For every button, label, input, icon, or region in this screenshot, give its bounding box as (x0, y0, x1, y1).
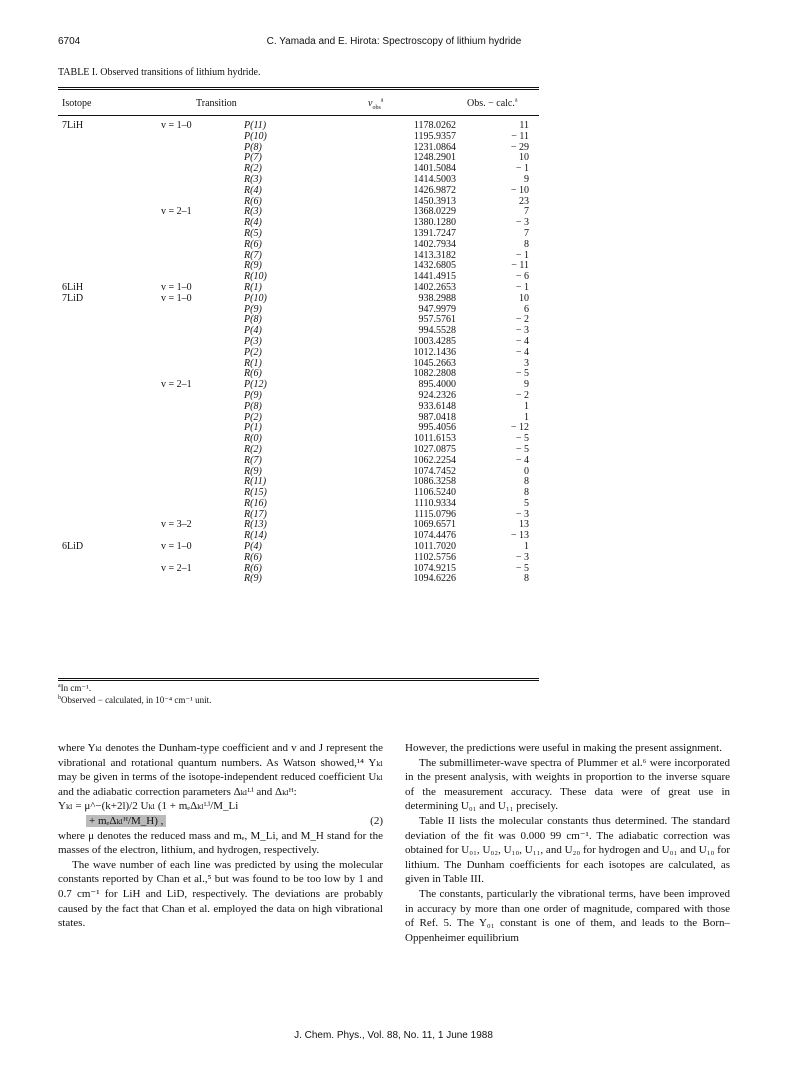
obs-calc-cell: − 3 (515, 325, 529, 337)
table-row (58, 218, 539, 229)
table-top-rule (58, 87, 539, 88)
table-row (58, 283, 539, 294)
transition-band-cell: v = 3–2 (161, 519, 192, 531)
obs-calc-cell: − 11 (511, 130, 529, 142)
obs-calc-cell: − 10 (510, 184, 529, 196)
table-bottom-rule-double (58, 680, 539, 681)
line-cell: P(4) (244, 325, 262, 337)
wavenumber-cell: 1391.7247 (413, 227, 456, 239)
obs-calc-cell: − 1 (515, 281, 529, 293)
line-cell: P(9) (244, 389, 262, 401)
line-cell: R(1) (244, 281, 262, 293)
line-cell: P(12) (244, 379, 267, 391)
line-cell: P(9) (244, 303, 262, 315)
wavenumber-cell: 1082.2808 (413, 368, 456, 380)
wavenumber-cell: 1413.3182 (413, 249, 456, 261)
paragraph: The constants, particularly the vibrational terms, have been improved in accuracy by more than one order of magnitude, compared with those of Ref. 5. The Y₀₁ constant is one of them, and leads to the Born–Oppenheimer equilibrium (405, 887, 730, 944)
line-cell: R(1) (244, 357, 262, 369)
wavenumber-cell: 1102.5756 (413, 551, 456, 563)
paragraph: Table II lists the molecular constants thus determined. The standard deviation of the fit was 0.000 99 cm⁻¹. The adiabatic correction was obtained for U₀₁, U₀₂, U₁₀, U₁₁, and U₂₀ for hydrogen and U₀₁ and U₁₀ for lithium. The Dunham coefficients for each isotopes are calculated, as given in Table III. (405, 814, 730, 886)
table-row (58, 510, 539, 521)
equation-number: (2) (370, 814, 383, 827)
obs-calc-cell: − 12 (510, 422, 529, 434)
line-cell: R(3) (244, 173, 262, 185)
equation-line-2 (58, 814, 383, 829)
obs-calc-cell: 8 (524, 573, 529, 585)
table-row (58, 164, 539, 175)
table-row (58, 143, 539, 154)
line-cell: R(13) (244, 519, 267, 531)
wavenumber-cell: 1450.3913 (413, 195, 456, 207)
transition-band-cell: v = 2–1 (161, 379, 192, 391)
table-row (58, 520, 539, 531)
obs-calc-cell: 23 (519, 195, 529, 207)
wavenumber-cell: 1074.9215 (413, 562, 456, 574)
obs-calc-cell: − 4 (515, 454, 529, 466)
line-cell: R(7) (244, 454, 262, 466)
left-column (58, 741, 383, 931)
table-row (58, 315, 539, 326)
transition-band-cell: v = 2–1 (161, 562, 192, 574)
isotope-cell: 7LiD (62, 292, 84, 304)
table-row (58, 207, 539, 218)
table-row (58, 305, 539, 316)
table-row (58, 380, 539, 391)
line-cell: P(3) (244, 335, 262, 347)
obs-calc-cell: 8 (524, 476, 529, 488)
wavenumber-cell: 1094.6226 (413, 573, 456, 585)
table-row (58, 175, 539, 186)
header-isotope: Isotope (62, 98, 92, 109)
table-body (58, 121, 539, 585)
obs-calc-cell: 0 (524, 465, 529, 477)
obs-calc-cell: 13 (519, 519, 529, 531)
obs-calc-cell: − 6 (515, 271, 529, 283)
wavenumber-cell: 1069.6571 (413, 519, 456, 531)
transition-band-cell: v = 1–0 (161, 281, 192, 293)
line-cell: R(9) (244, 260, 262, 272)
footnote-a: $^a$In cm⁻¹. (58, 683, 92, 693)
obs-calc-cell: 7 (524, 227, 529, 239)
wavenumber-cell: 1074.7452 (413, 465, 456, 477)
paragraph: The submillimeter-wave spectra of Plummer et al.⁶ were incorporated in the present analysis, with weights in proportion to the inverse square of the measurement accuracy. These data were of great use in determining U₀₁ and U₁₁ precisely. (405, 756, 730, 813)
paragraph: where μ denotes the reduced mass and mₑ, M_Li, and M_H stand for the masses of the electron, lithium, and hydrogen, respectively. (58, 829, 383, 857)
isotope-cell: 6LiH (62, 281, 84, 293)
obs-calc-cell: 3 (524, 357, 529, 369)
obs-calc-cell: − 3 (515, 508, 529, 520)
transition-band-cell: v = 1–0 (161, 292, 192, 304)
wavenumber-cell: 924.2326 (418, 389, 456, 401)
table-row (58, 542, 539, 553)
obs-calc-cell: 9 (524, 379, 529, 391)
transition-band-cell: v = 2–1 (161, 206, 192, 218)
transition-band-cell: v = 1–0 (161, 120, 192, 131)
obs-calc-cell: 5 (524, 497, 529, 509)
obs-calc-cell: 1 (524, 541, 529, 553)
line-cell: R(0) (244, 433, 262, 445)
line-cell: R(4) (244, 184, 262, 196)
equation-term: + mₑΔₖₗᴴ/M_H) , (86, 815, 166, 827)
table-row (58, 488, 539, 499)
table-row (58, 132, 539, 143)
table-row (58, 186, 539, 197)
table-row (58, 564, 539, 575)
journal-footer: J. Chem. Phys., Vol. 88, No. 11, 1 June 1988 (294, 1030, 493, 1041)
page-number: 6704 (58, 36, 81, 47)
wavenumber-cell: 1248.2901 (413, 152, 456, 164)
wavenumber-cell: 1195.9357 (413, 130, 456, 142)
wavenumber-cell: 1426.9872 (413, 184, 456, 196)
line-cell: R(6) (244, 195, 262, 207)
table-row (58, 445, 539, 456)
line-cell: P(1) (244, 422, 262, 434)
isotope-cell: 7LiH (62, 120, 84, 131)
running-header (58, 36, 730, 50)
wavenumber-cell: 1011.6153 (413, 433, 456, 445)
wavenumber-cell: 1011.7020 (413, 541, 456, 553)
obs-calc-cell: − 4 (515, 335, 529, 347)
wavenumber-cell: 895.4000 (418, 379, 456, 391)
table-row (58, 531, 539, 542)
obs-calc-cell: 6 (524, 303, 529, 315)
obs-calc-cell: 10 (519, 152, 529, 164)
wavenumber-cell: 1012.1436 (413, 346, 456, 358)
isotope-cell: 6LiD (62, 541, 84, 553)
obs-calc-cell: 1 (524, 411, 529, 423)
line-cell: R(6) (244, 368, 262, 380)
wavenumber-cell: 995.4056 (418, 422, 456, 434)
table-row (58, 499, 539, 510)
wavenumber-cell: 1401.5084 (413, 163, 456, 175)
line-cell: P(4) (244, 541, 262, 553)
paragraph: The wave number of each line was predicted by using the molecular constants reported by Chan et al.,⁵ but was found to be too low by 1 and 0.7 cm⁻¹ for LiH and LiD, respectively. The deviations are probably caused by the fact that Chan et al. employed the data on high vibrational states. (58, 858, 383, 930)
table-header-row (58, 98, 539, 112)
wavenumber-cell: 1414.5003 (413, 173, 456, 185)
line-cell: R(5) (244, 227, 262, 239)
table-row (58, 294, 539, 305)
table-row (58, 423, 539, 434)
obs-calc-cell: − 3 (515, 217, 529, 229)
wavenumber-cell: 1368.0229 (413, 206, 456, 218)
line-cell: R(2) (244, 443, 262, 455)
wavenumber-cell: 994.5528 (418, 325, 456, 337)
obs-calc-cell: − 4 (515, 346, 529, 358)
wavenumber-cell: 1402.2653 (413, 281, 456, 293)
table-row (58, 369, 539, 380)
right-column (405, 741, 730, 945)
wavenumber-cell: 1027.0875 (413, 443, 456, 455)
wavenumber-cell: 938.2988 (418, 292, 456, 304)
table-row (58, 456, 539, 467)
header-obs-calc: Obs. − calc.$^a$ (467, 97, 518, 109)
table-row (58, 326, 539, 337)
obs-calc-cell: − 3 (515, 551, 529, 563)
table-row (58, 240, 539, 251)
wavenumber-cell: 1074.4476 (413, 530, 456, 542)
obs-calc-cell: − 1 (515, 249, 529, 261)
table-bottom-rule (58, 678, 539, 679)
obs-calc-cell: − 5 (515, 368, 529, 380)
table-row (58, 272, 539, 283)
wavenumber-cell: 987.0418 (418, 411, 456, 423)
table-row (58, 574, 539, 585)
obs-calc-cell: 8 (524, 238, 529, 250)
obs-calc-cell: 7 (524, 206, 529, 218)
obs-calc-cell: 8 (524, 487, 529, 499)
wavenumber-cell: 1178.0262 (413, 120, 456, 131)
table-row (58, 477, 539, 488)
transition-band-cell: v = 1–0 (161, 541, 192, 553)
obs-calc-cell: − 5 (515, 433, 529, 445)
table-row (58, 197, 539, 208)
wavenumber-cell: 1231.0864 (413, 141, 456, 153)
obs-calc-cell: 10 (519, 292, 529, 304)
table-caption: TABLE I. Observed transitions of lithium hydride. (58, 67, 261, 78)
obs-calc-cell: − 5 (515, 562, 529, 574)
line-cell: R(4) (244, 217, 262, 229)
obs-calc-cell: − 2 (515, 314, 529, 326)
wavenumber-cell: 1432.6805 (413, 260, 456, 272)
wavenumber-cell: 1045.2663 (413, 357, 456, 369)
line-cell: R(11) (244, 476, 267, 488)
wavenumber-cell: 1086.3258 (413, 476, 456, 488)
line-cell: P(10) (244, 130, 267, 142)
table-row (58, 553, 539, 564)
wavenumber-cell: 947.9979 (418, 303, 456, 315)
running-title: C. Yamada and E. Hirota: Spectroscopy of lithium hydride (266, 36, 522, 47)
obs-calc-cell: − 11 (511, 260, 529, 272)
table-row (58, 153, 539, 164)
paragraph: However, the predictions were useful in making the present assignment. (405, 742, 722, 754)
line-cell: R(17) (244, 508, 267, 520)
wavenumber-cell: 1110.9334 (414, 497, 456, 509)
line-cell: R(9) (244, 465, 262, 477)
table-top-rule-double (58, 89, 539, 90)
line-cell: R(3) (244, 206, 262, 218)
line-cell: R(15) (244, 487, 267, 499)
obs-calc-cell: − 1 (515, 163, 529, 175)
obs-calc-cell: − 2 (515, 389, 529, 401)
wavenumber-cell: 1062.2254 (413, 454, 456, 466)
line-cell: R(2) (244, 163, 262, 175)
footnote-b: $^b$Observed − calculated, in 10⁻⁴ cm⁻¹ unit. (58, 695, 212, 705)
table-row (58, 359, 539, 370)
wavenumber-cell: 933.6148 (418, 400, 456, 412)
table-row (58, 251, 539, 262)
wavenumber-cell: 1106.5240 (413, 487, 456, 499)
obs-calc-cell: − 5 (515, 443, 529, 455)
obs-calc-cell: − 13 (510, 530, 529, 542)
table-row (58, 413, 539, 424)
line-cell: P(2) (244, 346, 262, 358)
equation-line-1: Yₖₗ = μ^−(k+2l)/2 Uₖₗ (1 + mₑΔₖₗᴸⁱ/M_Li (58, 800, 239, 813)
line-cell: R(6) (244, 238, 262, 250)
table-row (58, 348, 539, 359)
obs-calc-cell: − 29 (510, 141, 529, 153)
table-header-rule (58, 115, 539, 116)
table-row (58, 229, 539, 240)
obs-calc-cell: 11 (519, 120, 529, 131)
wavenumber-cell: 1115.0796 (414, 508, 456, 520)
line-cell: P(8) (244, 314, 262, 326)
line-cell: P(8) (244, 400, 262, 412)
line-cell: P(8) (244, 141, 262, 153)
wavenumber-cell: 1441.4915 (413, 271, 456, 283)
line-cell: R(10) (244, 271, 267, 283)
table-row (58, 391, 539, 402)
table-row (58, 261, 539, 272)
table-row (58, 121, 539, 132)
line-cell: R(6) (244, 551, 262, 563)
table-row (58, 402, 539, 413)
wavenumber-cell: 957.5761 (418, 314, 456, 326)
table-row (58, 337, 539, 348)
line-cell: P(2) (244, 411, 262, 423)
obs-calc-cell: 9 (524, 173, 529, 185)
line-cell: P(10) (244, 292, 267, 304)
line-cell: P(11) (244, 120, 267, 131)
wavenumber-cell: 1380.1280 (413, 217, 456, 229)
line-cell: R(16) (244, 497, 267, 509)
line-cell: R(6) (244, 562, 262, 574)
wavenumber-cell: 1003.4285 (413, 335, 456, 347)
header-nu-obs: $\nu_{obs}^a$ (368, 97, 384, 111)
line-cell: R(9) (244, 573, 262, 585)
line-cell: R(14) (244, 530, 267, 542)
wavenumber-cell: 1402.7934 (413, 238, 456, 250)
line-cell: P(7) (244, 152, 262, 164)
header-transition: Transition (196, 98, 237, 109)
obs-calc-cell: 1 (524, 400, 529, 412)
table-row (58, 434, 539, 445)
paragraph: where Yₖₗ denotes the Dunham-type coefficient and v and J represent the vibrational and rotational quantum numbers. As Watson showed,¹⁴ Yₖₗ may be given in terms of the isotope-independent reduced coefficient Uₖₗ and the adiabatic correction parameters Δₖₗᴸⁱ and Δₖₗᴴ: (58, 742, 383, 798)
table-row (58, 467, 539, 478)
line-cell: R(7) (244, 249, 262, 261)
